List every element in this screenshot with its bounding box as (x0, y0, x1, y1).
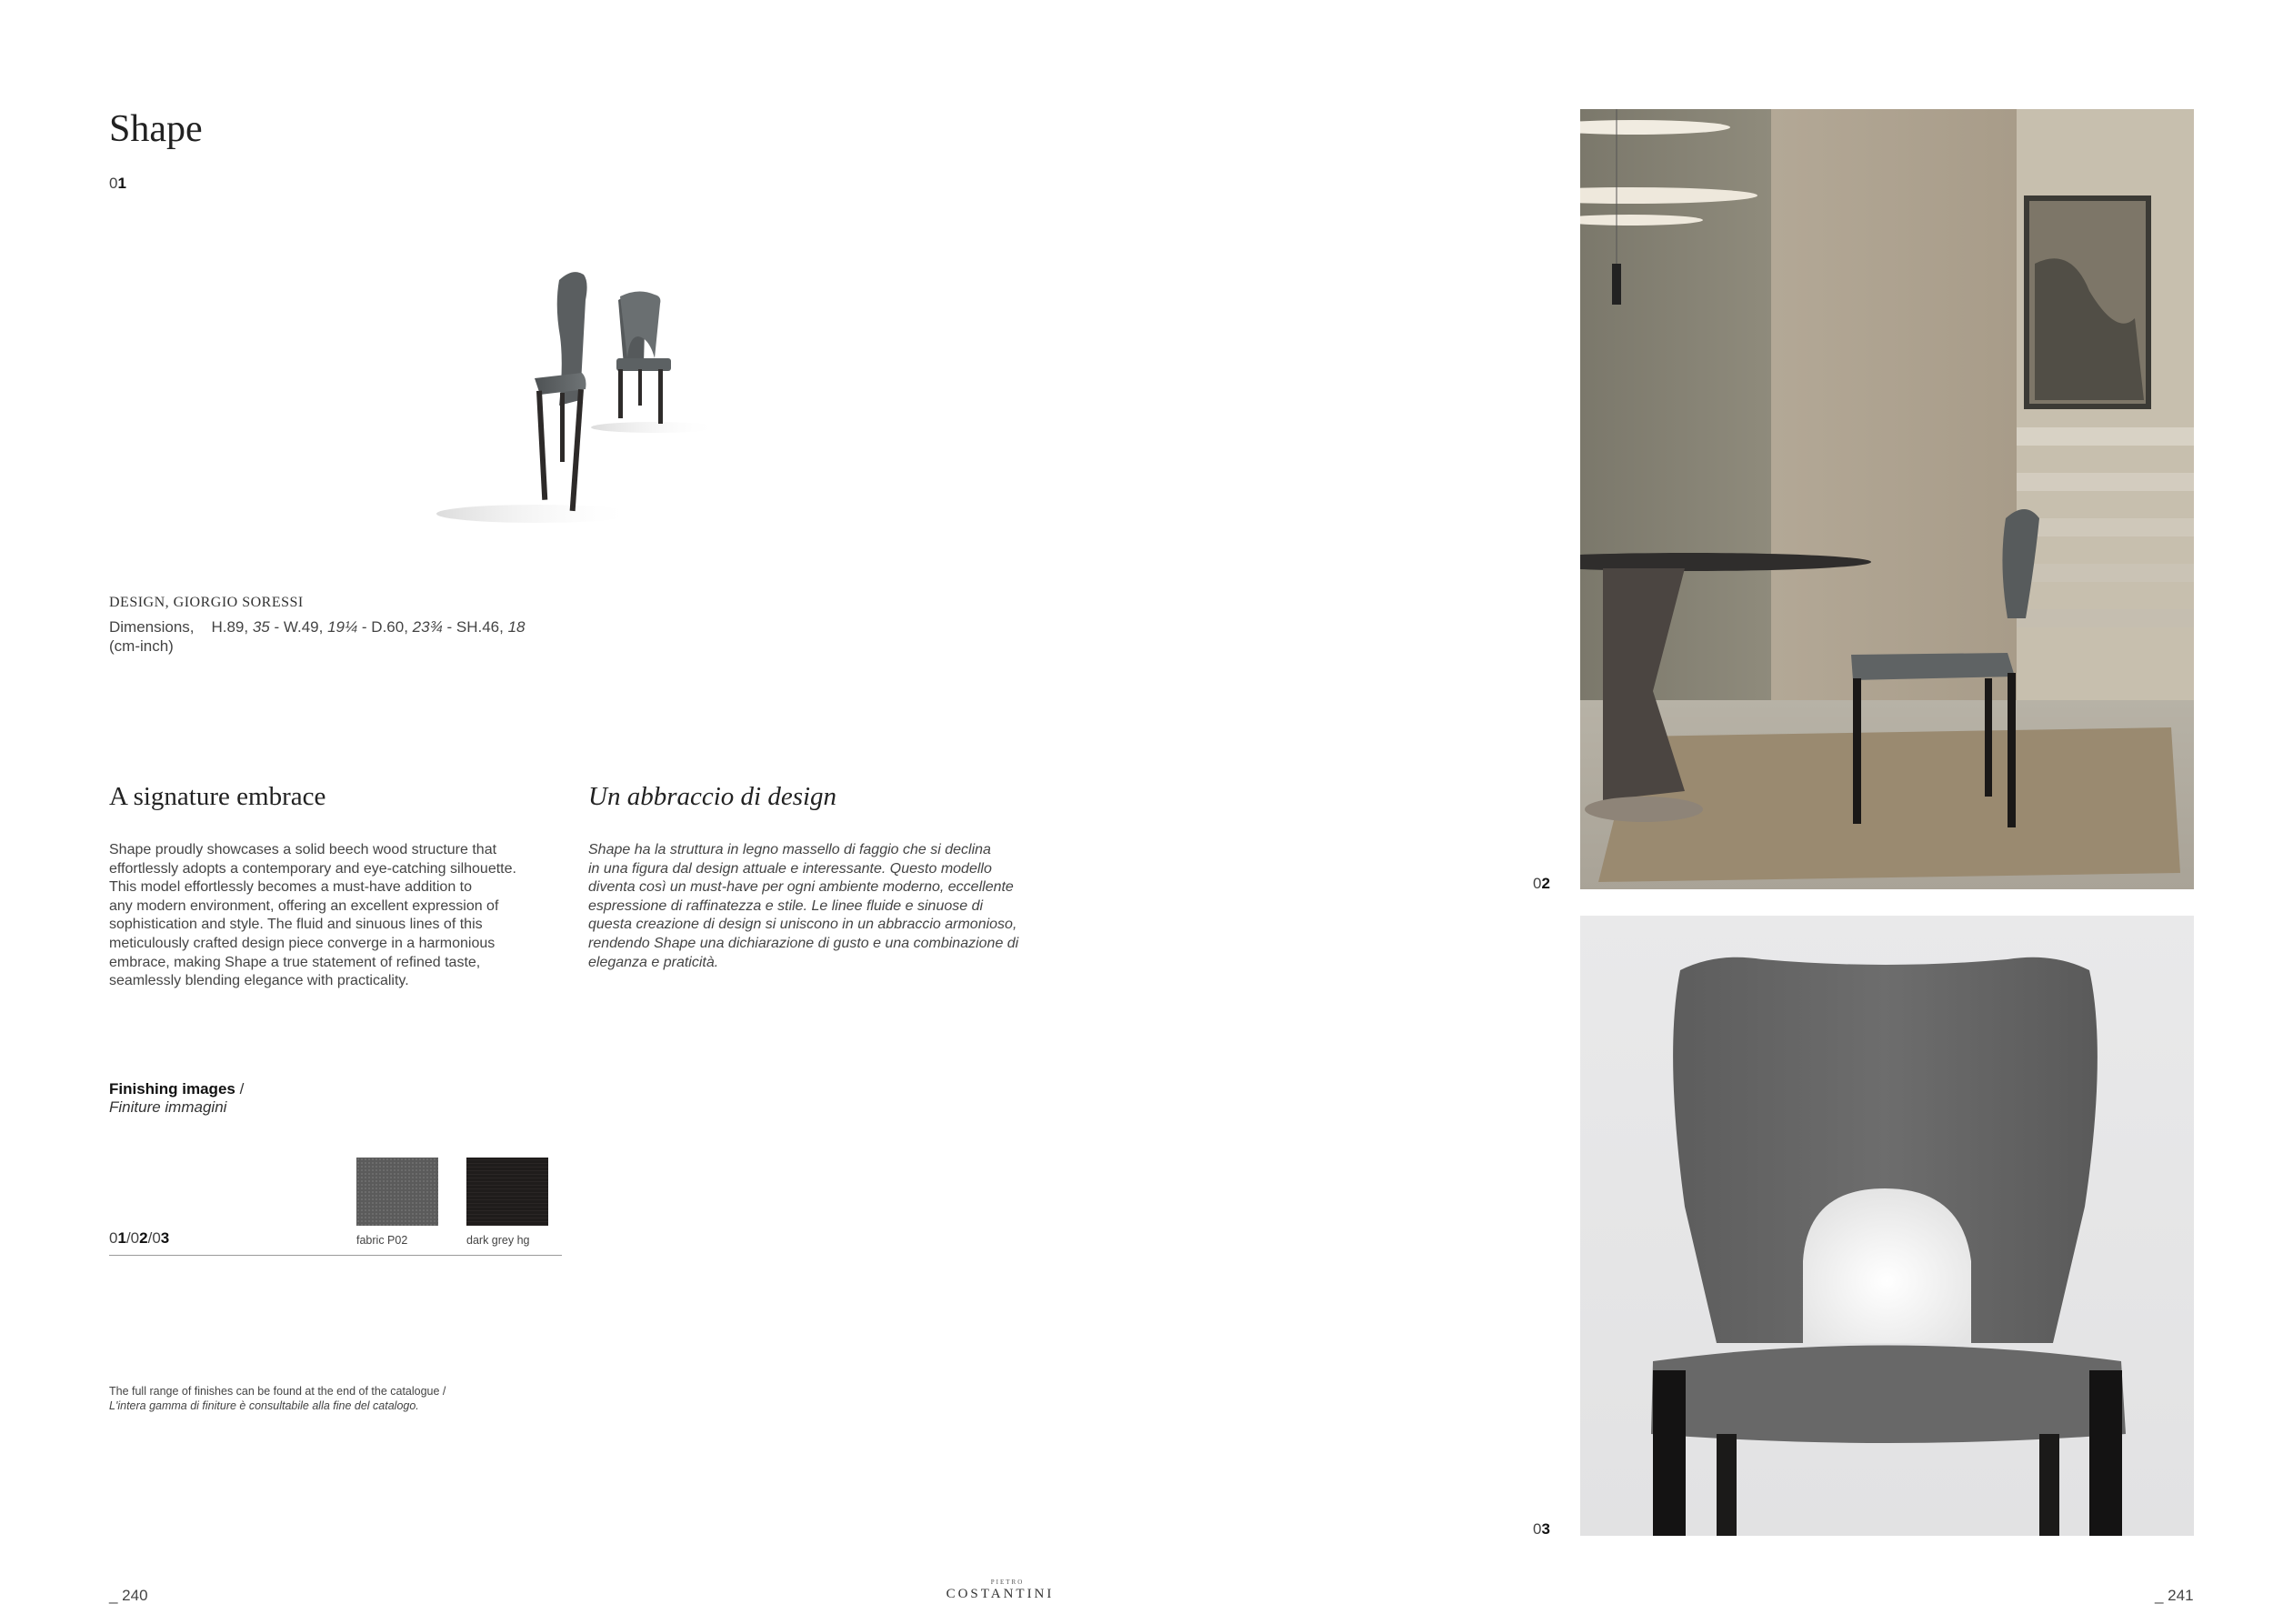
image-index-1: 01 (109, 175, 126, 192)
finishing-index: 01/02/03 (109, 1229, 170, 1247)
designer-credit: DESIGN, GIORGIO SORESSI (109, 595, 304, 610)
dimensions: Dimensions, H.89, 35 - W.49, 19¼ - D.60, 23¾ - SH.46, 18 (cm-inch) (109, 618, 526, 655)
brand-logo: COSTANTINI (946, 1587, 1055, 1601)
page-number-right: _ 241 (2155, 1587, 2194, 1604)
swatch-label-dark-grey: dark grey hg (466, 1234, 530, 1247)
swatch-dark-grey-hg (466, 1158, 548, 1226)
page-number-left: _ 240 (109, 1587, 148, 1604)
image-index-3: 03 (1533, 1520, 1550, 1538)
swatch-fabric-p02 (356, 1158, 438, 1226)
page-title: Shape (109, 108, 203, 150)
interior-scene-photo (1580, 109, 2194, 889)
body-text-en: Shape proudly showcases a solid beech wood structure that effortlessly adopts a contemporary and eye-catching silhouette. This model effortlessly becomes a must-have addition to any modern environment, offering an excellent expression of sophistication and style. The fluid and sinuous lines of this meticulously crafted design piece converge in a harmonious embrace, making Shape a true statement of refined taste, seamlessly blending elegance with practicality. (109, 842, 516, 989)
chair-closeup-photo (1580, 916, 2194, 1536)
product-photo-two-chairs (427, 264, 736, 536)
body-text-it: Shape ha la struttura in legno massello di faggio che si declina in una figura dal design attuale e interessante. Questo modello diventa così un must-have per ogni ambiente moderno, eccellente espressione di raffinatezza e stile. Le linee fluide e sinuose di questa creazione di design si uniscono in un abbraccio armonioso, rendendo Shape una dichiarazione di gusto e una combinazione di eleganza e praticità. (588, 842, 1019, 970)
finishing-title: Finishing images / Finiture immagini (109, 1080, 245, 1116)
heading-it: Un abbraccio di design (588, 782, 837, 811)
brand-logo-top: PIETRO (990, 1579, 1025, 1586)
heading-en: A signature embrace (109, 782, 326, 811)
divider (109, 1255, 562, 1256)
finishes-note: The full range of finishes can be found at the end of the catalogue / L'intera gamma di finiture è consultabile alla fine del catalogo. (109, 1385, 446, 1412)
image-index-2: 02 (1533, 875, 1550, 892)
swatch-label-fabric: fabric P02 (356, 1234, 408, 1247)
